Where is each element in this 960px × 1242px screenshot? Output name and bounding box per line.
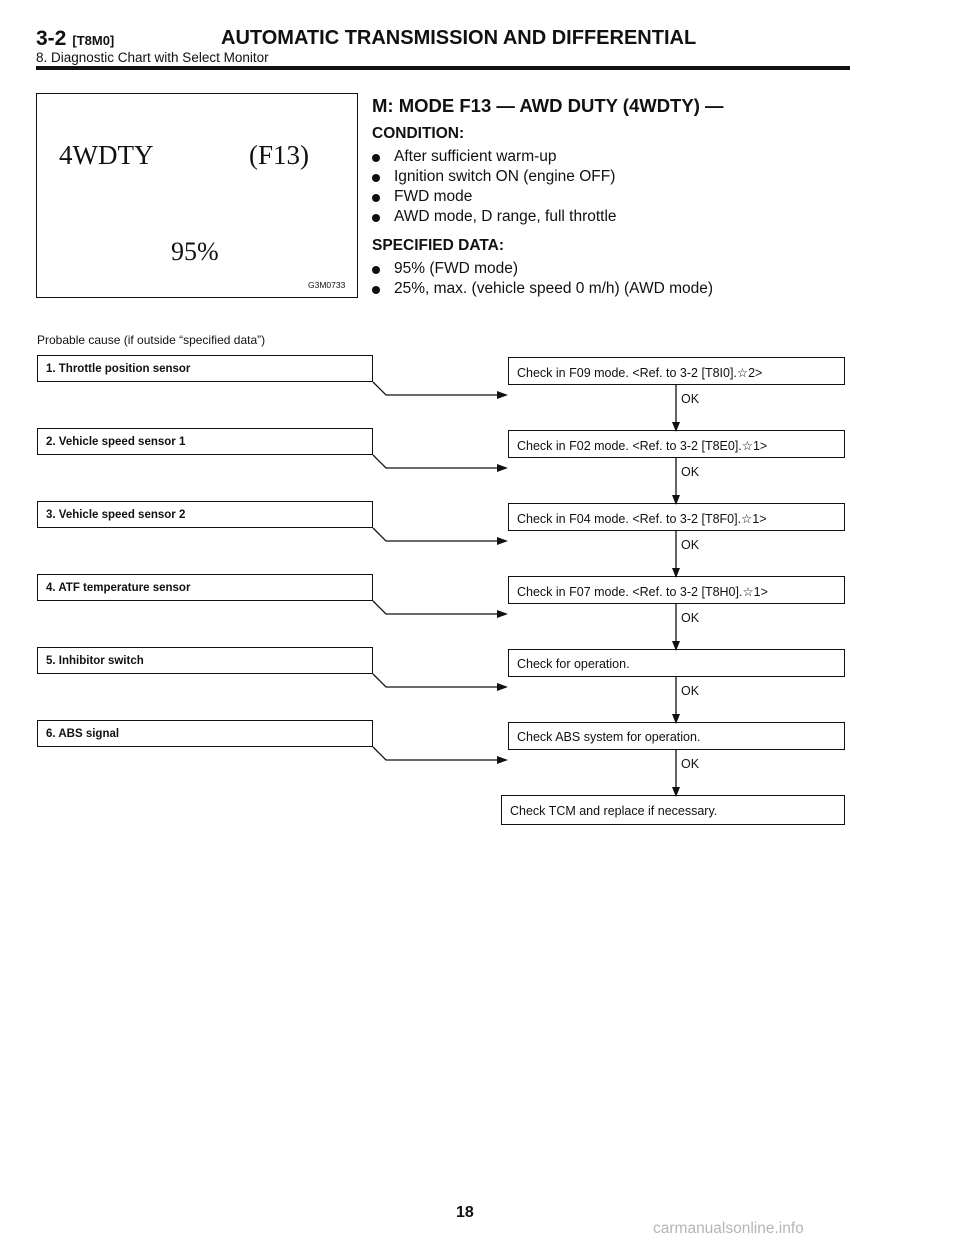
cause-arrow (373, 382, 498, 395)
ok-label: OK (681, 757, 700, 771)
check-box: Check in F02 mode. <Ref. to 3-2 [T8E0].☆1> (508, 430, 845, 458)
page-subtitle: 8. Diagnostic Chart with Select Monitor (36, 50, 269, 65)
arrowhead (497, 683, 508, 691)
cause-arrow (373, 455, 498, 468)
page-number: 18 (456, 1204, 474, 1221)
cause-arrow (373, 674, 498, 687)
list-item: After sufficient warm-up (372, 147, 852, 167)
ok-label: OK (681, 684, 700, 698)
list-item: 95% (FWD mode) (372, 259, 852, 279)
monitor-code: 4WDTY (59, 140, 154, 170)
specified-data-heading: SPECIFIED DATA: (372, 237, 505, 254)
section-number: 3-2 (36, 27, 67, 50)
check-box: Check in F04 mode. <Ref. to 3-2 [T8F0].☆1> (508, 503, 845, 531)
monitor-value: 95% (171, 237, 219, 266)
cause-box: 5. Inhibitor switch (37, 647, 373, 674)
page-title: AUTOMATIC TRANSMISSION AND DIFFERENTIAL (221, 27, 697, 49)
ok-label: OK (681, 611, 700, 625)
arrowhead (497, 756, 508, 764)
cause-arrows (373, 382, 498, 760)
cause-arrow (373, 747, 498, 760)
figure-id: G3M0733 (308, 280, 346, 290)
final-check-box: Check TCM and replace if necessary. (501, 795, 845, 825)
list-item: Ignition switch ON (engine OFF) (372, 167, 852, 187)
arrowhead (497, 391, 508, 399)
ok-label: OK (681, 465, 700, 479)
watermark: carmanualsonline.info (653, 1220, 804, 1237)
cause-arrowheads (497, 391, 508, 764)
cause-box: 4. ATF temperature sensor (37, 574, 373, 601)
ok-label: OK (681, 392, 700, 406)
cause-box: 3. Vehicle speed sensor 2 (37, 501, 373, 528)
list-item: AWD mode, D range, full throttle (372, 207, 852, 227)
monitor-mode: (F13) (249, 140, 309, 170)
cause-box: 6. ABS signal (37, 720, 373, 747)
check-box: Check ABS system for operation. (508, 722, 845, 750)
cause-box: 2. Vehicle speed sensor 1 (37, 428, 373, 455)
arrowhead (497, 610, 508, 618)
list-item: 25%, max. (vehicle speed 0 m/h) (AWD mode) (372, 279, 852, 299)
flowchart-caption: Probable cause (if outside “specified data”) (37, 333, 266, 347)
section-code: [T8M0] (72, 33, 115, 48)
arrowhead (497, 464, 508, 472)
list-item: FWD mode (372, 187, 852, 207)
ok-label: OK (681, 538, 700, 552)
mode-title: M: MODE F13 — AWD DUTY (4WDTY) — (372, 95, 724, 116)
cause-arrow (373, 528, 498, 541)
arrowhead (497, 537, 508, 545)
cause-box: 1. Throttle position sensor (37, 355, 373, 382)
cause-arrow (373, 601, 498, 614)
check-box: Check in F07 mode. <Ref. to 3-2 [T8H0].☆1> (508, 576, 845, 604)
check-box: Check for operation. (508, 649, 845, 677)
condition-heading: CONDITION: (372, 125, 465, 142)
check-box: Check in F09 mode. <Ref. to 3-2 [T8I0].☆2> (508, 357, 845, 385)
